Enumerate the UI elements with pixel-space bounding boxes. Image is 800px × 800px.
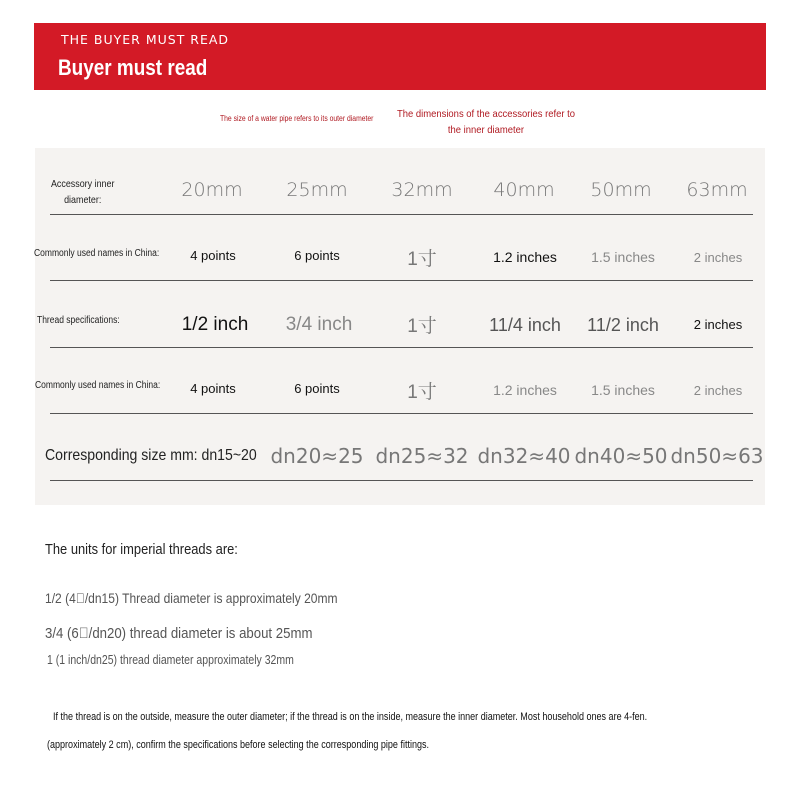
pipe-size-note: The size of a water pipe refers to its outer diameter [220, 114, 374, 123]
row-label: Commonly used names in China: [34, 248, 160, 259]
table-cell: 2 inches [693, 317, 743, 332]
table-cell: 2 inches [693, 383, 743, 398]
table-cell: 1寸 [407, 382, 437, 403]
table-cell: dn32≈40 [477, 444, 571, 468]
table-cell: 50mm [590, 179, 652, 201]
accessory-size-note: The dimensions of the accessories refer to the inner diameter [396, 108, 576, 136]
table-cell: 32mm [391, 179, 453, 201]
table-cell: 4 points [190, 248, 236, 263]
row-divider [50, 413, 753, 414]
banner-title: Buyer must read [58, 55, 208, 80]
table-cell: 2 inches [693, 250, 743, 265]
table-cell: dn50≈63 [670, 444, 764, 468]
table-cell: 3/4 inch [285, 314, 353, 335]
table-cell: dn20≈25 [270, 444, 364, 468]
row-label: Accessory inner diameter: [50, 178, 115, 206]
row-divider [50, 214, 753, 215]
table-cell: 1.2 inches [493, 382, 557, 398]
table-cell: dn25≈32 [375, 444, 469, 468]
table-cell: 40mm [493, 179, 555, 201]
table-cell: 4 points [190, 381, 236, 396]
unit-line: 1/2 (4 /dn15) Thread diameter is approximately 20mm [45, 590, 338, 606]
header-banner [34, 23, 766, 90]
table-cell: 6 points [294, 248, 340, 263]
row-divider [50, 280, 753, 281]
table-cell: 1寸 [407, 249, 437, 270]
row-label: Thread specifications: [37, 315, 120, 326]
unit-line: 3/4 (6 /dn20) thread diameter is about 25mm [45, 625, 313, 642]
imperial-units-heading: The units for imperial threads are: [45, 541, 238, 558]
table-cell: dn40≈50 [574, 444, 668, 468]
table-cell: 6 points [294, 381, 340, 396]
row-divider [50, 347, 753, 348]
footnote-line-2: (approximately 2 cm), confirm the specifications before selecting the corresponding pipe fittings. [47, 739, 430, 751]
table-cell: 1.5 inches [591, 249, 655, 265]
row-label: Commonly used names in China: [35, 380, 161, 391]
table-cell: 1.2 inches [493, 249, 557, 265]
row-label: Corresponding size mm: dn15~20 [45, 447, 257, 464]
row-divider [50, 480, 753, 481]
footnote-line-1: If the thread is on the outside, measure the outer diameter; if the thread is on the inside, measure the inner diameter. Most household ones are 4-fen. [53, 711, 648, 723]
table-cell: 11/4 inch [489, 315, 561, 335]
table-cell: 1/2 inch [181, 314, 249, 335]
table-cell: 1.5 inches [591, 382, 655, 398]
unit-line: 1 (1 inch/dn25) thread diameter approximately 32mm [47, 653, 294, 667]
table-cell: 63mm [686, 179, 748, 201]
table-cell: 25mm [286, 179, 348, 201]
table-cell: 11/2 inch [587, 315, 659, 335]
banner-subtitle: THE BUYER MUST READ [61, 32, 230, 47]
table-cell: 20mm [181, 179, 243, 201]
table-cell: 1寸 [407, 316, 437, 337]
